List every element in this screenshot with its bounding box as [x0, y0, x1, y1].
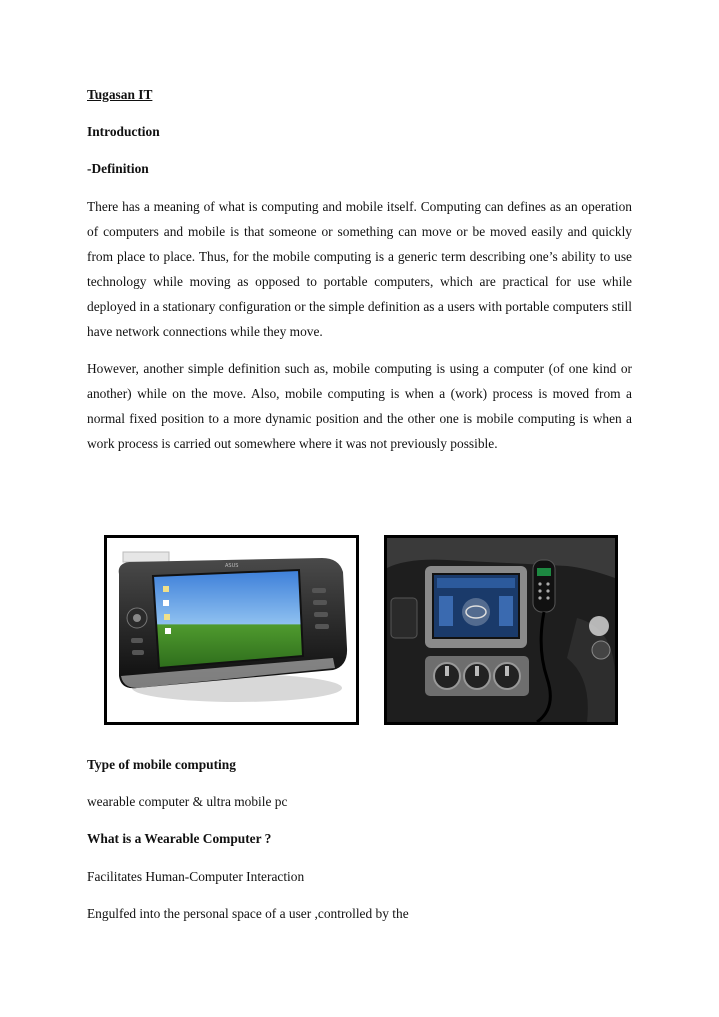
- section-heading-introduction: Introduction: [87, 124, 160, 139]
- umpc-illustration: [107, 538, 356, 722]
- umpc-brand-text: ASUS: [225, 563, 239, 569]
- car-dashboard-illustration: [387, 538, 615, 722]
- document-title: Tugasan IT: [87, 87, 153, 102]
- car-computer-image: [384, 535, 618, 725]
- section-heading-wearable: What is a Wearable Computer ?: [87, 831, 272, 846]
- section-heading-types: Type of mobile computing: [87, 757, 236, 772]
- subsection-heading-definition: -Definition: [87, 161, 149, 176]
- umpc-device-image: [104, 535, 359, 725]
- wearable-line-engulfed: Engulfed into the personal space of a user ,controlled by the: [87, 906, 409, 921]
- paragraph-definition: There has a meaning of what is computing and mobile itself. Computing can defines as an operation of computers and mobile is that someone or something can move or be moved easily and quickly from place to place. Thus, for the mobile computing is a generic term describing one’s ability to use technology while moving as opposed to portable computers, which are practical for use while deployed in a stationary configuration or the simple definition as a users with portable computers still have network connections while they move.: [87, 199, 632, 339]
- wearable-line-facilitates: Facilitates Human-Computer Interaction: [87, 869, 305, 884]
- types-text: wearable computer & ultra mobile pc: [87, 794, 288, 809]
- paragraph-mobile-computing: However, another simple definition such as, mobile computing is using a computer (of one kind or another) while on the move. Also, mobile computing is when a (work) process is moved from a normal fixed position to a more dynamic position and the other one is mobile computing is when a work process is carried out somewhere where it was not previously possible.: [87, 361, 632, 451]
